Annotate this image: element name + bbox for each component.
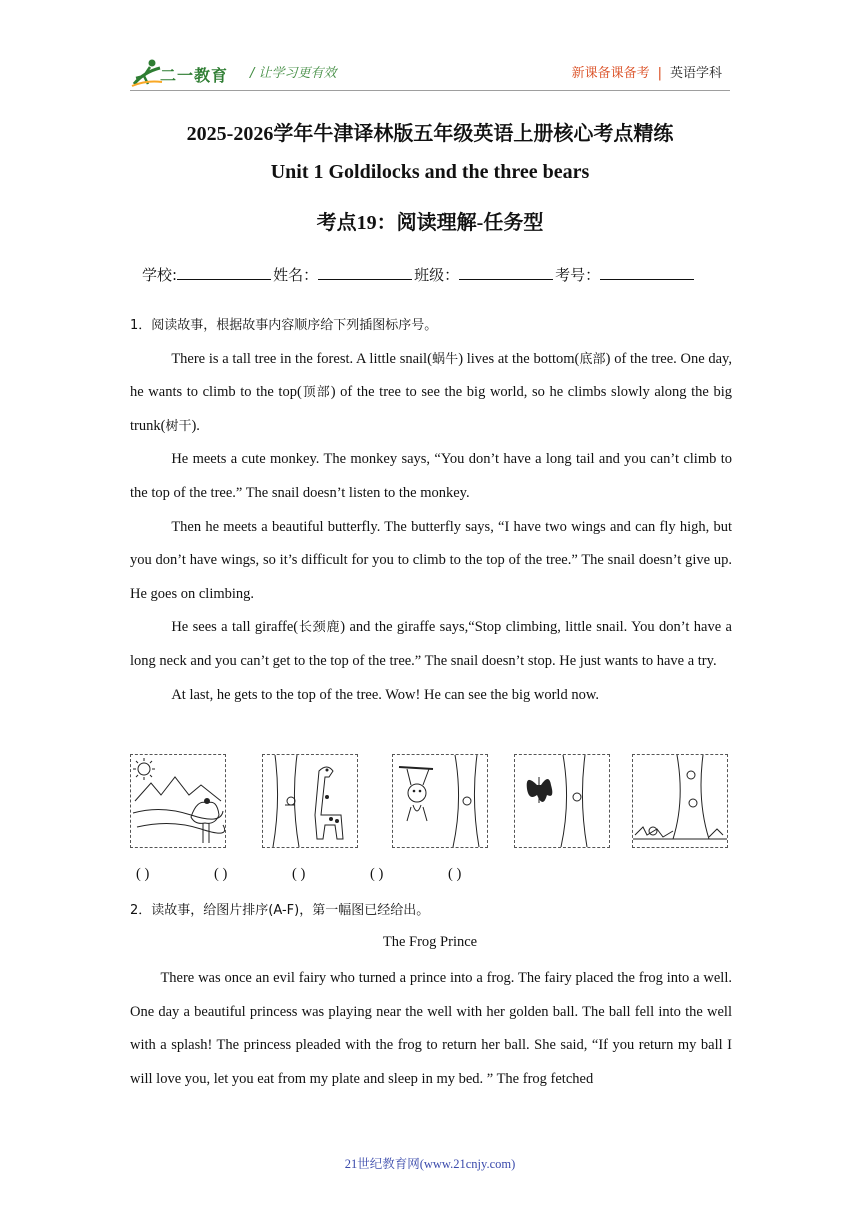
q1-paragraph-5: At last, he gets to the top of the tree. Wow! He can see the big world now. [171, 686, 599, 703]
slogan: / 让学习更有效 [250, 66, 337, 81]
name-label: 姓名： [273, 266, 319, 284]
answer-parentheses [136, 866, 526, 883]
q1-paragraph-3: Then he meets a beautiful butterfly. The butterfly says, “I have two wings and can fly high, but you don’t have wings, so it’s difficult for you to climb to the top of the tree.” The snail doesn’t give up. He goes on climbing. [130, 518, 732, 602]
page-header [130, 52, 730, 92]
header-divider: | [657, 66, 662, 81]
picture-butterfly [514, 754, 610, 848]
unit-title: Unit 1 Goldilocks and the three bears [270, 161, 590, 183]
number-blank[interactable] [600, 265, 694, 280]
school-blank[interactable] [177, 265, 271, 280]
page-footer: 21世纪教育网(www.21cnjy.com) [344, 1157, 516, 1171]
q1-paragraph-4: He sees a tall giraffe(长颈鹿) and the giraffe says,“Stop climbing, little snail. You don’t have a long neck and you can’t get to the top of the tree.” The snail doesn’t stop. He just wants to have a try. [130, 619, 732, 669]
landscape-icon [131, 755, 225, 847]
picture-landscape [130, 754, 226, 848]
answer-slot-4[interactable]: ( ) [370, 866, 384, 882]
logo-text: 二一教育 [160, 66, 229, 85]
question-2-label: 2．读故事，给图片排序(A-F)，第一幅图已经给出。 [130, 903, 430, 918]
picture-snail-bottom [632, 754, 728, 848]
giraffe-icon [263, 755, 357, 847]
illustration-row [130, 754, 730, 850]
picture-monkey [392, 754, 488, 848]
picture-giraffe [262, 754, 358, 848]
story-title: The Frog Prince [382, 934, 478, 950]
page-title: 2025-2026学年牛津译林版五年级英语上册核心考点精练 [186, 123, 674, 145]
story-text [130, 962, 732, 1096]
monkey-icon [393, 755, 487, 847]
q1-paragraph-1: There is a tall tree in the forest. A little snail(蜗牛) lives at the bottom(底部) of the tree. One day, he wants to climb to the top(顶部) of the tree to see the big world, so he climbs slowly along the big trunk(树干). [130, 350, 732, 434]
header-tag-subject: 英语学科 [669, 66, 722, 81]
question-1 [130, 309, 732, 712]
student-info-line [142, 264, 696, 285]
name-blank[interactable] [318, 265, 412, 280]
answer-slot-3[interactable]: ( ) [292, 866, 306, 882]
school-label: 学校: [142, 266, 178, 284]
q1-paragraph-2: He meets a cute monkey. The monkey says, “You don’t have a long tail and you can’t climb to the top of the tree.” The snail doesn’t listen to the monkey. [130, 451, 732, 501]
answer-slot-2[interactable]: ( ) [214, 866, 228, 882]
story-paragraph-1: There was once an evil fairy who turned a prince into a frog. The fairy placed the frog into a well. One day a beautiful princess was playing near the well with her golden ball. The ball fell into the well with a splash! The princess pleaded with the frog to return her ball. She said, “If you return my ball I will love you, let you eat from my plate and sleep in my bed. ” The frog fetched [130, 970, 732, 1087]
logo [130, 58, 240, 88]
number-label: 考号： [555, 266, 601, 284]
answer-slot-1[interactable]: ( ) [136, 866, 150, 882]
question-2 [130, 894, 732, 928]
header-right [572, 62, 722, 81]
class-label: 班级： [414, 266, 460, 284]
answer-slot-5[interactable]: ( ) [448, 866, 462, 882]
question-1-label: 1．阅读故事，根据故事内容顺序给下列插图标序号。 [130, 318, 438, 333]
header-tag-prep: 新课备课备考 [571, 66, 650, 81]
header-rule [130, 90, 730, 91]
snail-bottom-icon [633, 755, 727, 847]
runner-logo-icon [130, 58, 164, 88]
topic-title: 考点19：阅读理解-任务型 [316, 212, 544, 234]
class-blank[interactable] [459, 265, 553, 280]
butterfly-icon [515, 755, 609, 847]
